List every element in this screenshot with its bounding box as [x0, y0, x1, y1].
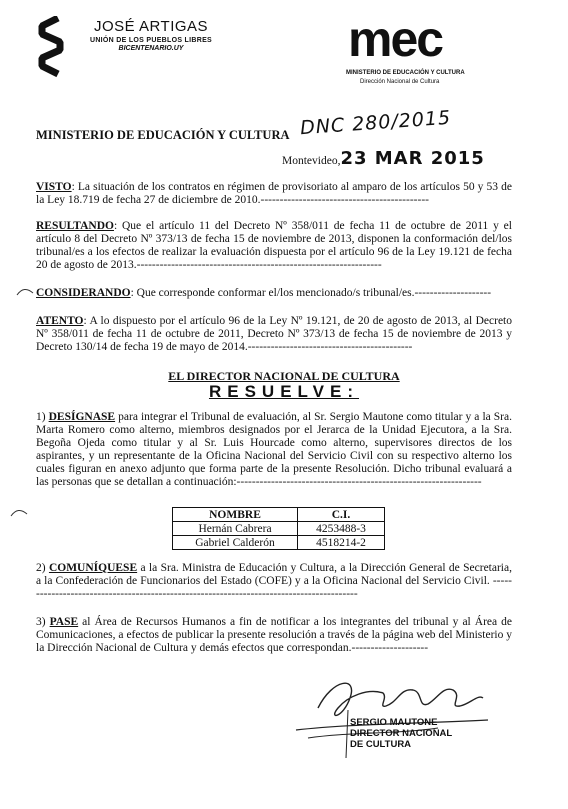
item-1-label: DESÍGNASE — [48, 411, 116, 423]
item-3-number: 3) — [36, 616, 50, 628]
date-place: Montevideo, — [282, 155, 341, 167]
table-cell-name: Hernán Cabrera — [173, 522, 298, 536]
resuelve-heading: RESUELVE: — [208, 382, 360, 401]
signatory-name: SERGIO MAUTONE — [350, 717, 438, 728]
atento-paragraph — [36, 315, 512, 354]
table-cell-ci: 4253488-3 — [298, 522, 385, 536]
mec-logo-subtitle-2: Dirección Nacional de Cultura — [360, 79, 440, 85]
logo-line-3: BICENTENARIO.UY — [118, 45, 184, 52]
artigas-logo-text — [76, 18, 226, 52]
atento-label: ATENTO — [36, 315, 84, 327]
table-cell-name: Gabriel Calderón — [173, 536, 298, 550]
evaluated-persons-table — [172, 507, 385, 550]
atento-text: : A lo dispuesto por el artículo 96 de la Ley Nº 19.121, de 20 de agosto de 2013, al Decreto Nº 358/011 de fecha 11 de octubre de 2011, Decreto Nº 373/13 de fecha 15 de noviembre de 2013 y Decreto 130/14 de fecha 19 de mayo de 2014.------------------------------------------- — [36, 315, 512, 353]
item-3-text: al Área de Recursos Humanos a fin de notificar a los integrantes del tribunal y al Área de Comunicaciones, a efectos de publicar la presente resolución a través de la página web del Ministerio y la Dirección Nacional de Cultura y demás efectos que correspondan.-------------------- — [36, 616, 512, 654]
considerando-paragraph — [36, 287, 512, 300]
margin-mark-icon — [10, 506, 28, 518]
table-header-row — [173, 508, 385, 522]
item-1-number: 1) — [36, 411, 49, 423]
margin-mark-icon — [16, 285, 34, 297]
handwritten-resolution-number: DNC 280/2015 — [299, 106, 452, 140]
date-line — [282, 148, 485, 169]
item-1-paragraph — [36, 411, 512, 489]
table-header-ci: C.I. — [298, 508, 385, 522]
logo-line-2: UNIÓN DE LOS PUEBLOS LIBRES — [89, 37, 213, 44]
resultando-text: : Que el artículo 11 del Decreto Nº 358/011 de fecha 11 de octubre de 2011 y el artículo 8 del Decreto Nº 373/13 de fecha 15 de noviembre de 2013, disponen la conformación del/los tribunal/es a los efectos de realizar la evaluación dispuesta por el artículo 96 de la Ley 19.121 de fecha 20 de agosto de 2013.---------------------------------------------------------------- — [36, 220, 512, 271]
visto-label: VISTO — [36, 181, 72, 193]
mec-logo: mec — [348, 11, 443, 67]
item-1-text: para integrar el Tribunal de evaluación, al Sr. Sergio Mautone como titular y a la Sra. Marta Romero como alterno, miembros designados por el Jerarca de la Unidad Ejecutora, a la Sra. Begoña Ojeda como titular y al Sr. Luis Hourcade como alterno, supervisores directos de los aspirantes, y un representante de la Oficina Nacional del Servicio Civil con su respectivo alterno los cuales figuran en anexo adjunto que forma parte de la presente Resolución. Dicho tribunal evaluará a las personas que se detallan a continuación:---------------------------------------------------------------- — [36, 411, 512, 488]
signatory-title: DIRECTOR NACIONAL — [350, 728, 453, 739]
table-row — [173, 522, 385, 536]
resultando-label: RESULTANDO — [36, 220, 114, 232]
signatory-title-2: DE CULTURA — [350, 739, 412, 750]
table-row — [173, 536, 385, 550]
ministry-heading: MINISTERIO DE EDUCACIÓN Y CULTURA — [36, 128, 290, 142]
item-2-paragraph — [36, 562, 512, 601]
visto-paragraph — [36, 181, 512, 207]
item-2-label: COMUNÍQUESE — [48, 562, 138, 574]
artigas-logo-mark-icon — [36, 16, 66, 78]
logo-line-1: JOSÉ ARTIGAS — [93, 18, 209, 35]
date-stamp: 23 MAR 2015 — [340, 148, 485, 169]
mec-logo-subtitle: MINISTERIO DE EDUCACIÓN Y CULTURA — [346, 70, 465, 76]
signature-block — [350, 717, 452, 750]
item-3-label: PASE — [49, 616, 79, 628]
table-cell-ci: 4518214-2 — [298, 536, 385, 550]
item-2-number: 2) — [36, 562, 49, 574]
considerando-text: : Que corresponde conformar el/los mencionado/s tribunal/es.-------------------- — [130, 287, 492, 299]
table-header-name: NOMBRE — [173, 508, 298, 522]
resultando-paragraph — [36, 220, 512, 272]
director-heading: EL DIRECTOR NACIONAL DE CULTURA — [168, 369, 400, 383]
considerando-label: CONSIDERANDO — [36, 287, 131, 299]
item-3-paragraph — [36, 616, 512, 655]
item-2-text: a la Sra. Ministra de Educación y Cultura, a la Dirección General de Secretaria, a la Confederación de Funcionarios del Estado (COFE) y a la Oficina Nacional del Servicio Civil. ----------------------------------------------------------------------------------------- — [36, 562, 512, 600]
visto-text: : La situación de los contratos en régimen de provisoriato al amparo de los artículos 50 y 53 de la Ley 18.719 de fecha 27 de diciembre de 2010.-------------------------------------------- — [36, 181, 512, 206]
